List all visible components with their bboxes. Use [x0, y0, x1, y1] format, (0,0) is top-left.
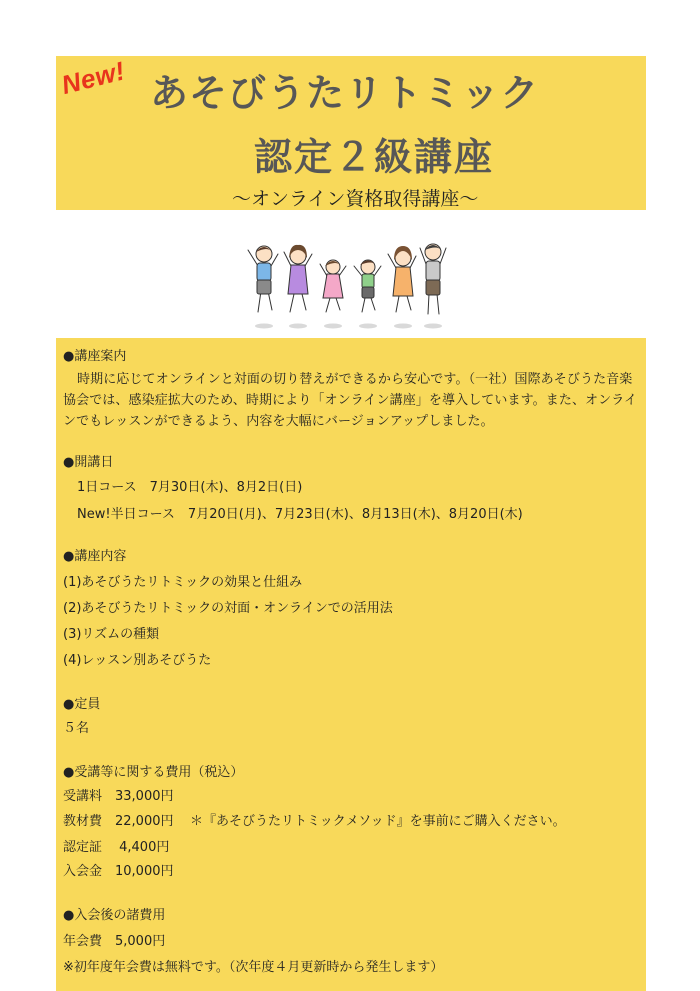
fee-admission: 入会金 10,000円 — [63, 864, 174, 879]
section-heading-capacity: ●定員 — [63, 697, 101, 712]
section-heading-guide: ●講座案内 — [63, 349, 127, 364]
fee-certificate: 認定証 4,400円 — [63, 840, 170, 855]
annual-fee-note: ※初年度年会費は無料です。（次年度４月更新時から発生します） — [63, 960, 444, 975]
section-heading-content: ●講座内容 — [63, 549, 127, 564]
guide-paragraph: 時期に応じてオンラインと対面の切り替えができるから安心です。（一社）国際あそびうた音楽協会では、感染症拡大のため、時期により「オンライン講座」を導入しています。また、オンラインでもレッスンができるよう、内容を大幅にバージョンアップしました。 — [63, 372, 638, 429]
jumping-family-icon — [238, 236, 462, 334]
course-half-day: New!半日コース 7月20日(月)、7月23日(木)、8月13日(木)、8月20日(木) — [77, 507, 523, 522]
page-title: あそびうたリトミック — [150, 71, 540, 115]
section-heading-dates: ●開講日 — [63, 455, 114, 470]
fee-materials: 教材費 22,000円 — [63, 814, 174, 829]
course-one-day: 1日コース 7月30日(木)、8月2日(日) — [77, 480, 303, 495]
fee-materials-note: ＊『あそびうたリトミックメソッド』を事前にご購入ください。 — [190, 814, 566, 829]
fee-tuition: 受講料 33,000円 — [63, 789, 174, 804]
list-item: (1)あそびうたリトミックの効果と仕組み — [63, 575, 303, 590]
page-subtitle: 〜オンライン資格取得講座〜 — [232, 188, 479, 210]
list-item: (4)レッスン別あそびうた — [63, 653, 212, 668]
page-title-course: 認定２級講座 — [254, 135, 495, 179]
section-heading-fees: ●受講等に関する費用（税込） — [63, 765, 244, 780]
list-item: (3)リズムの種類 — [63, 627, 160, 642]
fee-annual: 年会費 5,000円 — [63, 934, 166, 949]
list-item: (2)あそびうたリトミックの対面・オンラインでの活用法 — [63, 601, 393, 616]
section-heading-member-fees: ●入会後の諸費用 — [63, 908, 166, 923]
capacity-value: ５名 — [63, 721, 90, 736]
new-badge: New! — [58, 55, 128, 101]
